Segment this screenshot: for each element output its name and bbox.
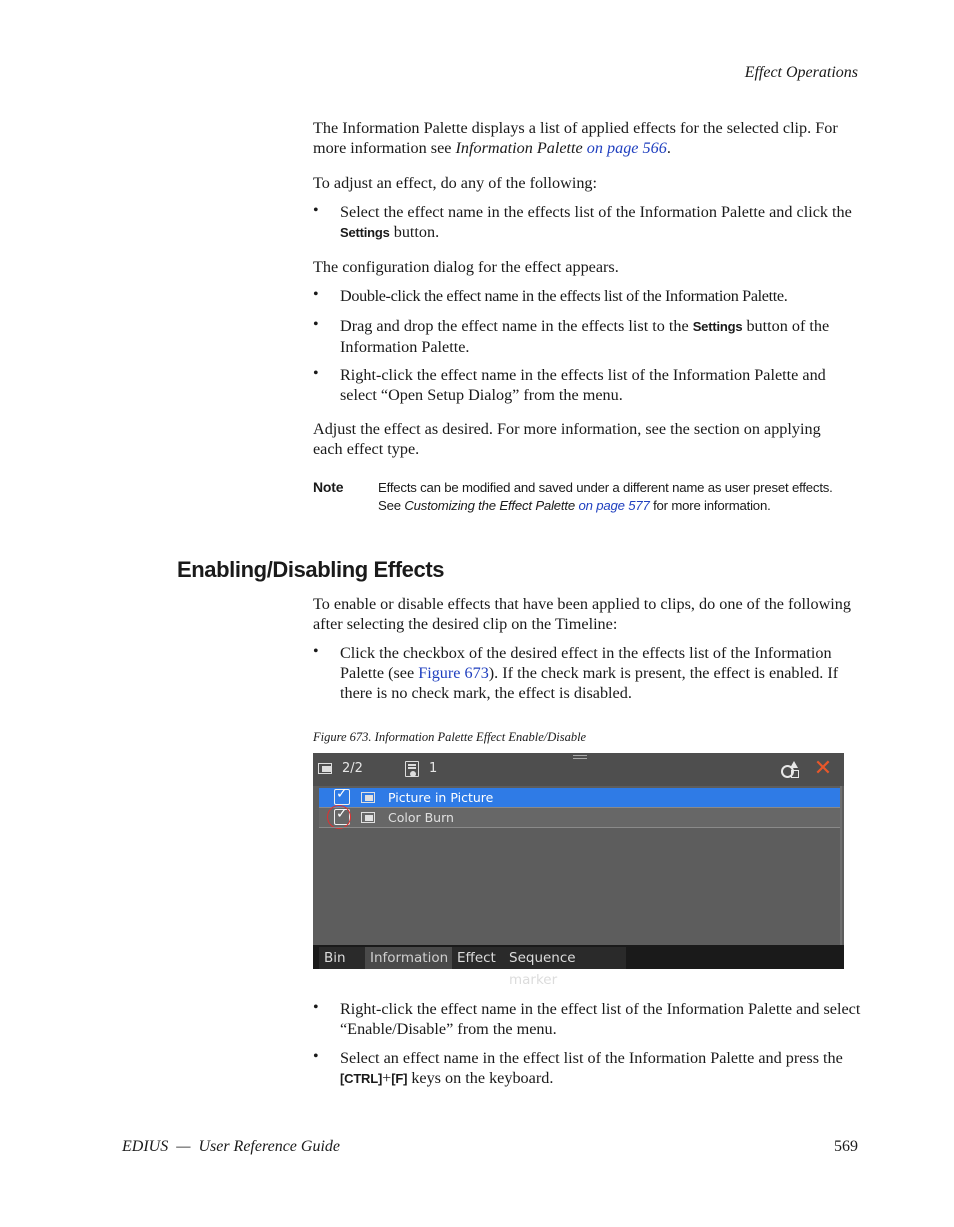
bullet-marker: •	[313, 999, 319, 1016]
bullet-text: keys on the keyboard.	[407, 1069, 554, 1087]
key-ctrl: [CTRL]	[340, 1071, 383, 1086]
note-ref: Customizing the Effect Palette	[404, 498, 575, 513]
section-intro: To enable or disable effects that have been applied to clips, do one of the following after selecting the desired clip on the Timeline:	[313, 595, 851, 633]
bullet-marker: •	[313, 286, 319, 303]
intro-ref: Information Palette	[455, 139, 583, 157]
scrollbar[interactable]	[840, 786, 842, 945]
note-label: Note	[313, 479, 344, 495]
note-text	[378, 479, 848, 515]
bullet-marker: •	[313, 365, 319, 382]
intro-text: The Information Palette displays a list of applied effects for the selected clip. For more information see	[313, 119, 838, 157]
settings-icon[interactable]	[781, 761, 799, 777]
effect-name: Color Burn	[388, 810, 454, 825]
bullet-drag-drop	[340, 316, 865, 357]
effect-icon	[361, 812, 375, 823]
effect-row-selected[interactable]	[319, 788, 842, 807]
effect-count: 2/2	[342, 761, 363, 776]
close-icon[interactable]: ✕	[813, 756, 833, 781]
bullet-text: Click the checkbox of the desired effect in the effects list of the Information Palette (see	[340, 644, 832, 682]
note-page-link[interactable]: on page 577	[578, 498, 650, 513]
row-divider	[319, 827, 842, 828]
clip-number: 1	[429, 761, 438, 776]
key-plus: +	[382, 1069, 392, 1087]
palette-tab-bar	[313, 945, 844, 988]
palette-toolbar	[313, 753, 844, 786]
footer-title: EDIUS — User Reference Guide	[122, 1138, 341, 1155]
bullet-click-checkbox	[340, 643, 865, 703]
bullet-text: Drag and drop the effect name in the effects list to the	[340, 317, 693, 335]
bullet-right-click-enable: Right-click the effect name in the effect list of the Information Palette and select “Enable/Disable” from the menu.	[340, 1000, 861, 1038]
bullet-marker: •	[313, 1048, 319, 1065]
intro-end: .	[666, 139, 671, 157]
bullet-right-click-setup: Right-click the effect name in the effects list of the Information Palette and select “Open Setup Dialog” from the menu.	[340, 366, 826, 404]
page-number: 569	[834, 1138, 858, 1155]
ui-label-settings: Settings	[340, 225, 390, 240]
highlight-circle	[327, 805, 351, 829]
figure-caption: Figure 673. Information Palette Effect Enable/Disable	[313, 730, 587, 744]
bullet-text: button.	[389, 223, 440, 241]
tab-effect[interactable]: Effect	[452, 947, 504, 969]
effect-stack-icon	[318, 763, 332, 774]
bullet-marker: •	[313, 643, 319, 660]
intro-paragraph	[313, 118, 863, 158]
bullet-marker: •	[313, 202, 319, 219]
tab-information[interactable]: Information	[365, 947, 452, 969]
adjust-paragraph: Adjust the effect as desired. For more information, see the section on applying each effect type.	[313, 420, 821, 458]
running-header: Effect Operations	[744, 64, 858, 81]
effect-row[interactable]	[319, 808, 842, 827]
section-heading: Enabling/Disabling Effects	[177, 557, 445, 582]
bullet-text: Select the effect name in the effects list of the Information Palette and click the	[340, 203, 852, 221]
figure-link[interactable]: Figure 673	[418, 664, 489, 682]
enable-checkbox[interactable]: ✓	[334, 789, 350, 805]
bullet-text: Select an effect name in the effect list of the Information Palette and press the	[340, 1049, 843, 1067]
drag-grip-icon[interactable]	[573, 755, 587, 759]
config-dialog-text: The configuration dialog for the effect appears.	[313, 258, 619, 276]
intro-page-link[interactable]: on page 566	[586, 139, 667, 157]
bullet-keyboard-shortcut	[340, 1048, 865, 1089]
effect-icon	[361, 792, 375, 803]
clip-icon	[405, 761, 419, 777]
enable-checkbox[interactable]: ✓	[334, 809, 350, 825]
adjust-lead: To adjust an effect, do any of the following:	[313, 174, 598, 192]
bullet-text: button of the Information Palette.	[340, 317, 830, 356]
note-body-end: for more information.	[649, 498, 771, 513]
bullet-double-click: Double-click the effect name in the effects list of the Information Palette.	[340, 287, 788, 305]
bullet-text: ). If the check mark is present, the effect is enabled. If there is no check mark, the effect is disabled.	[340, 664, 839, 702]
ui-label-settings: Settings	[692, 319, 743, 334]
key-f: [F]	[391, 1071, 408, 1086]
tab-bin[interactable]: Bin	[319, 947, 366, 969]
bullet-settings-button	[340, 202, 865, 243]
note-body: Effects can be modified and saved under a different name as user preset effects. See	[378, 480, 833, 513]
bullet-marker: •	[313, 316, 319, 333]
information-palette	[313, 753, 844, 988]
tab-sequence-marker[interactable]: Sequence marker	[504, 947, 626, 969]
effect-name: Picture in Picture	[388, 790, 494, 805]
